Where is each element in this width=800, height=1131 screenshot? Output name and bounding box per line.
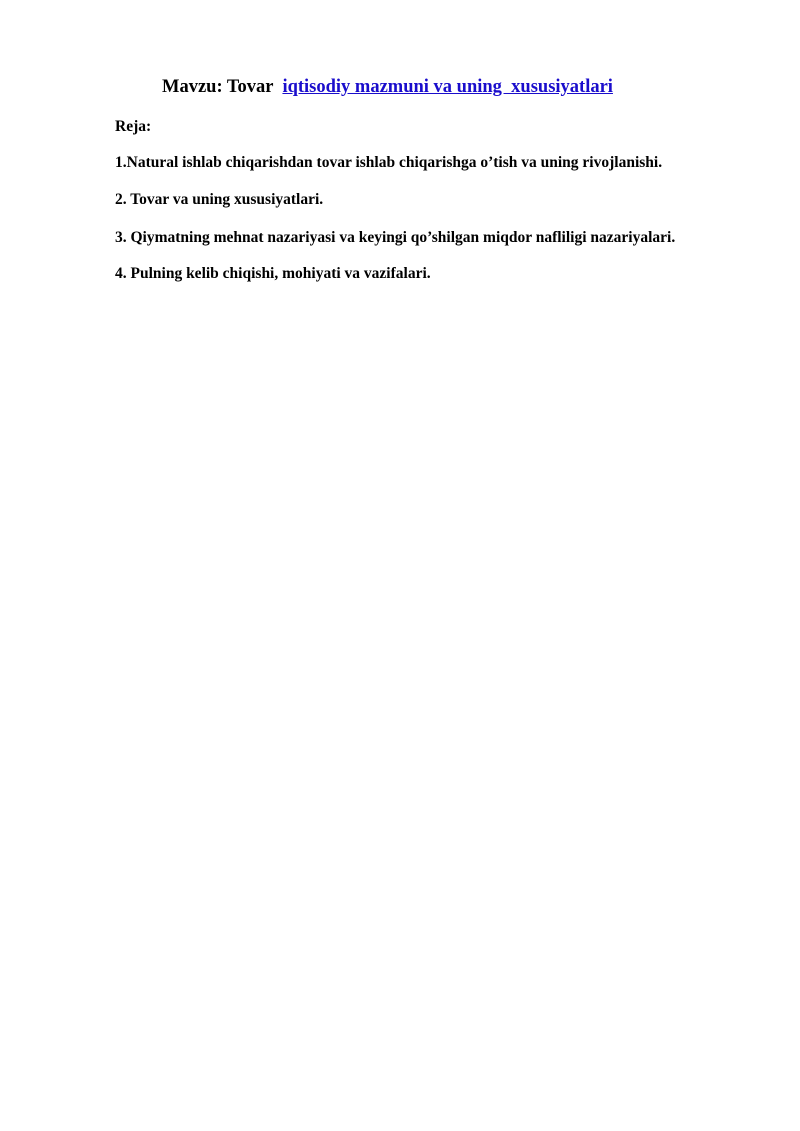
title-prefix: Mavzu: Tovar [162,77,283,97]
title-link[interactable]: iqtisodiy mazmuni va uning xususiyatlari [282,77,613,97]
plan-heading: Reja: [115,118,152,135]
document-title [162,76,613,98]
plan-item-3: 3. Qiymatning mehnat nazariyasi va keyingi qo’shilgan miqdor nafliligi nazariyalari. [115,229,676,246]
plan-item-4: 4. Pulning kelib chiqishi, mohiyati va vazifalari. [115,265,431,282]
plan-item-2: 2. Tovar va uning xususiyatlari. [115,191,324,208]
plan-item-1: 1.Natural ishlab chiqarishdan tovar ishlab chiqarishga o’tish va uning rivojlanishi. [115,154,663,171]
